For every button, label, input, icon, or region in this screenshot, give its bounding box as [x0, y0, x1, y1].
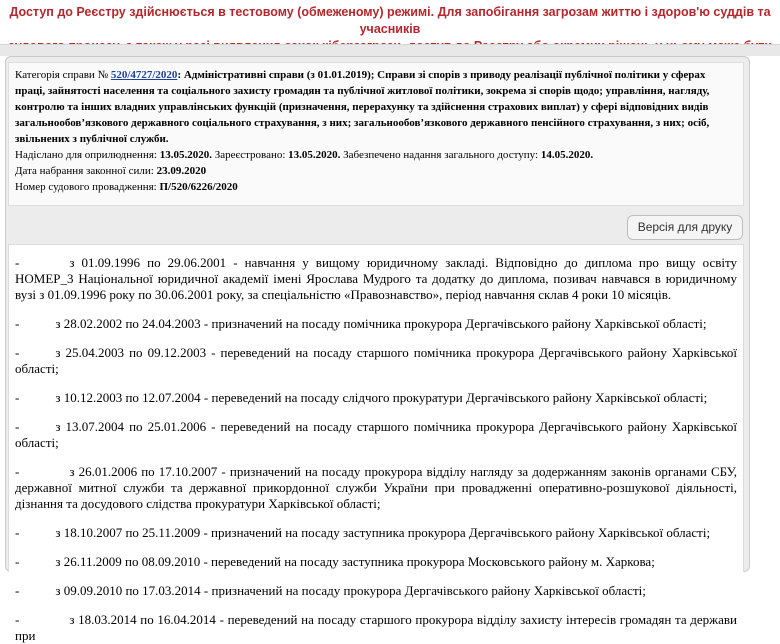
paragraph-text: з 18.10.2007 по 25.11.2009 - призначений на посаду заступника прокурора Дергачівського району Харківської області;	[55, 525, 711, 540]
list-dash: -	[15, 345, 20, 360]
paragraph	[15, 316, 737, 332]
paragraph-text: з 09.09.2010 по 17.03.2014 - призначений на посаду прокурора Дергачівського району Харківської області;	[55, 583, 646, 598]
banner-line-1: Доступ до Реєстру здійснюється в тестовому (обмеженому) режимі. Для запобігання загрозам життю і здоров'ю суддів та учасників	[9, 5, 771, 36]
case-metadata	[8, 62, 744, 206]
paragraph	[15, 464, 737, 512]
category-text: : Адміністративні справи (з 01.01.2019); Справи зі спорів з приводу реалізації публічної політики у сферах праці, зайнятості населення та соціального захисту громадян та публічної житлової політики, зокрема зі спорів щодо; управління, нагляду, контролю та інших владних управлінських функцій (призначення, перерахунку та здійснення страхових виплат) у сфері відповідних видів загальнообов’язкового державного соціального страхування, з них; загальнообов’язкового державного пенсійного страхування, з них; осіб, звільнених з публічної служби.	[15, 69, 710, 145]
registry-warning-banner	[0, 0, 780, 44]
access-date: 14.05.2020.	[540, 149, 594, 161]
sent-date: 13.05.2020.	[159, 149, 212, 161]
list-dash: -	[15, 583, 20, 598]
case-number-link[interactable]: 520/4727/2020	[110, 69, 178, 81]
banner-divider	[0, 44, 780, 56]
paragraph-text: з 10.12.2003 по 12.07.2004 - переведений на посаду слідчого прокуратури Дергачівського району Харківської області;	[55, 390, 708, 405]
list-dash: -	[15, 525, 20, 540]
category-label: Категорія справи №	[15, 69, 109, 81]
list-dash: -	[15, 255, 20, 270]
paragraph-text: з 13.07.2004 по 25.01.2006 - переведений на посаду старшого помічника прокурора Дергачівського району Харківської області;	[15, 419, 737, 450]
paragraph	[15, 345, 737, 377]
print-version-button[interactable]: Версія для друку	[627, 215, 743, 240]
list-dash: -	[15, 464, 20, 479]
list-dash: -	[15, 554, 20, 569]
list-dash: -	[15, 390, 20, 405]
registered-label: Зареєстровано:	[214, 149, 286, 161]
decision-text	[8, 244, 744, 643]
registered-date: 13.05.2020.	[288, 149, 341, 161]
force-date: 23.09.2020	[156, 165, 207, 177]
force-label: Дата набрання законної сили:	[15, 165, 154, 177]
case-category	[15, 67, 737, 147]
proceeding-value: П/520/6226/2020	[159, 181, 238, 193]
paragraph-text: з 28.02.2002 по 24.04.2003 - призначений на посаду помічника прокурора Дергачівського району Харківської області;	[55, 316, 707, 331]
paragraph	[15, 554, 737, 570]
paragraph	[15, 525, 737, 541]
proceeding-number	[15, 179, 737, 195]
paragraph-text: з 01.09.1996 по 29.06.2001 - навчання у вищому юридичному закладі. Відповідно до диплома про вищу освіту НОМЕР_3 Національної юридичної академії імені Ярослава Мудрого та додатку до диплома, позивач навчався в юридичному вузі з 01.09.1996 року по 30.06.2001 року, за спеціальністю «Правознавство», період навчання склав 4 роки 10 місяців.	[15, 255, 737, 302]
list-dash: -	[15, 316, 20, 331]
list-dash: -	[15, 419, 20, 434]
paragraph	[15, 612, 737, 644]
paragraph	[15, 583, 737, 599]
paragraph	[15, 419, 737, 451]
paragraph-text: з 26.11.2009 по 08.09.2010 - переведений на посаду заступника прокурора Московського району м. Харкова;	[55, 554, 655, 569]
publication-dates	[15, 147, 737, 163]
legal-force-date	[15, 163, 737, 179]
paragraph-text: з 25.04.2003 по 09.12.2003 - переведений на посаду старшого помічника прокурора Дергачівського району Харківської області;	[15, 345, 737, 376]
paragraph-text: з 18.03.2014 по 16.04.2014 - переведений на посаду старшого прокурора відділу захисту інтересів громадян та держави при	[15, 612, 737, 643]
list-dash: -	[15, 612, 20, 627]
paragraph	[15, 390, 737, 406]
paragraph-text: з 26.01.2006 по 17.10.2007 - призначений на посаду прокурора відділу нагляду за додержанням законів органами СБУ, державної митної служби та державної прикордонної служби України при провадженні оперативно-розшукової діяльності, дізнання та досудового слідства прокуратури Харківської області;	[15, 464, 737, 511]
paragraph	[15, 255, 737, 303]
proceeding-label: Номер судового провадження:	[15, 181, 157, 193]
access-label: Забезпечено надання загального доступу:	[343, 149, 539, 161]
sent-label: Надіслано для оприлюднення:	[15, 149, 157, 161]
